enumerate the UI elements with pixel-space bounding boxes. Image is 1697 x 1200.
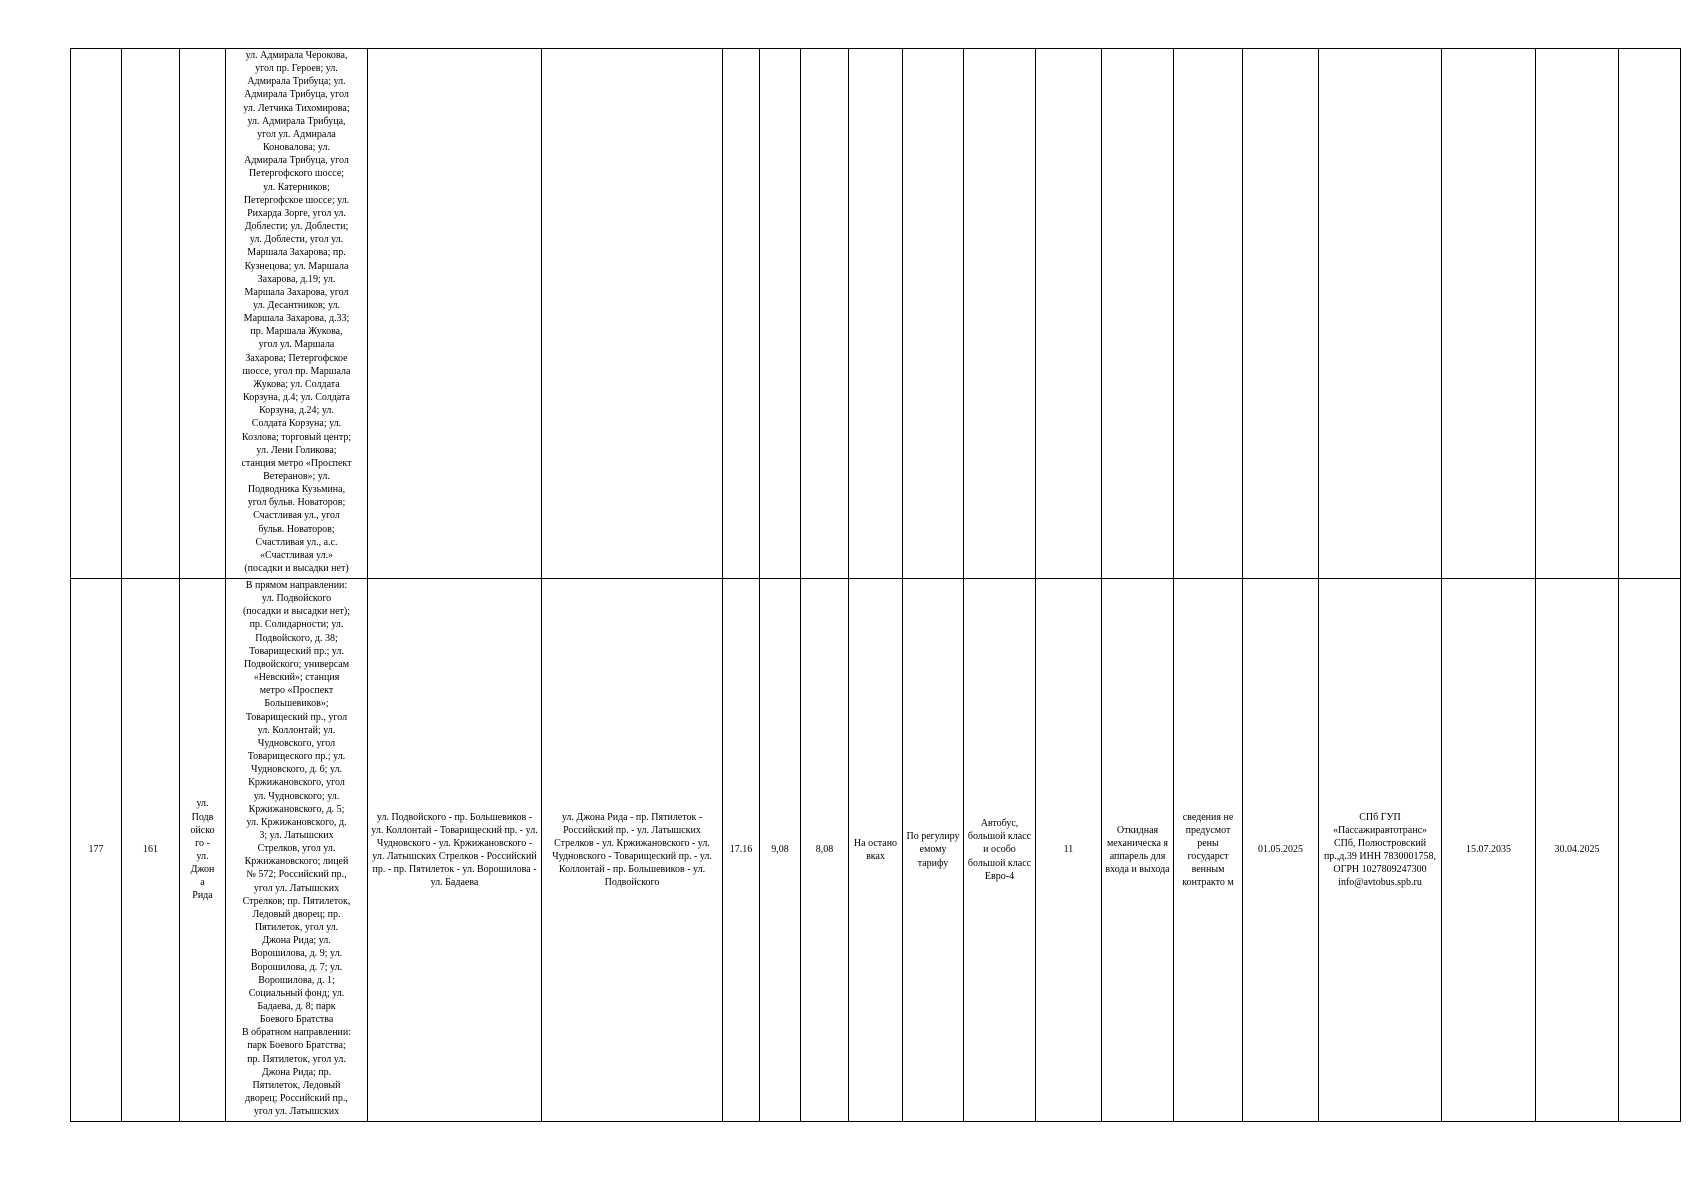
text-line: (посадки и высадки нет): [244, 563, 349, 575]
stops-list: [229, 49, 364, 575]
text-line: ул. Десантников; ул.: [252, 299, 340, 311]
text-line: Рида: [192, 890, 213, 902]
text-line: ул. Адмирала Трибуца,: [247, 115, 346, 127]
text-line: Захарова, д.19; ул.: [257, 273, 336, 285]
cell-length-forward: [723, 49, 760, 579]
cell-route-name: [180, 579, 226, 1122]
cell-stops: [226, 579, 368, 1122]
text-line: ойско: [190, 824, 215, 836]
cell-date-end: [1442, 49, 1536, 579]
text-line: Жукова; ул. Солдата: [253, 378, 340, 390]
table-row: [71, 49, 1681, 579]
text-line: Петергофского шоссе;: [248, 168, 345, 180]
text-line: Ворошилова, д. 9; ул.: [250, 948, 343, 960]
text-line: угол ул. Маршала: [258, 339, 335, 351]
text-line: угол бульв. Новаторов;: [247, 497, 346, 509]
text-line: Бадаева, д. 8; парк: [257, 1001, 336, 1012]
cell-equipment: Откидная механическа я аппарель для входа и выхода: [1102, 579, 1174, 1122]
text-line: Адмирала Трибуца, угол: [244, 89, 349, 101]
text-line: парк Боевого Братства;: [247, 1040, 346, 1052]
text-line: № 572; Российский пр.,: [246, 869, 347, 881]
text-line: Джона Рида; пр.: [261, 1066, 332, 1078]
cell-equipment: [1102, 49, 1174, 579]
text-line: ул. Доблести, угол ул.: [249, 234, 344, 246]
text-line: угол ул. Латышских: [253, 882, 340, 894]
text-line: 3; ул. Латышских: [259, 829, 334, 841]
cell-vehicle-count: [1036, 49, 1102, 579]
text-line: Подв: [191, 811, 214, 823]
text-line: Кржижановского; лицей: [244, 856, 349, 868]
text-line: (посадки и высадки нет);: [242, 606, 351, 618]
text-line: ул. Летчика Тихомирова;: [243, 102, 350, 114]
text-line: Ворошилова, д. 1;: [258, 974, 335, 986]
text-line: Петергофское шоссе; ул.: [243, 194, 350, 206]
cell-date-end: 15.07.2035: [1442, 579, 1536, 1122]
route-name: [182, 797, 223, 902]
text-line: Джона Рида; ул.: [262, 935, 331, 947]
text-line: Счастливая ул., угол: [253, 510, 340, 522]
text-line: Захарова; Петергофское: [245, 352, 348, 364]
text-line: Адмирала Трибуца; ул.: [247, 76, 346, 88]
cell-number: [71, 49, 122, 579]
cell-route-number: 161: [122, 579, 180, 1122]
cell-route-number: [122, 49, 180, 579]
cell-start-date: 01.05.2025: [1243, 579, 1319, 1122]
text-line: пр. Маршала Жукова,: [250, 326, 343, 338]
text-line: Чудновского, угол: [257, 737, 336, 749]
text-line: дворец; Российский пр.,: [245, 1093, 348, 1105]
text-line: Большевиков»;: [264, 698, 329, 710]
cell-length-backward: [760, 49, 801, 579]
cell-carrier: [1319, 49, 1442, 579]
text-line: Чудновского, д. 6; ул.: [250, 764, 343, 776]
text-line: Стрелков; пр. Пятилеток,: [242, 895, 351, 907]
text-line: Кузнецова; ул. Маршала: [244, 260, 349, 272]
text-line: Козлова; торговый центр;: [241, 431, 352, 443]
text-line: ул. Подвойского: [261, 593, 332, 605]
table-row: [71, 579, 1681, 1122]
text-line: Пятилеток, угол ул.: [254, 922, 339, 934]
cell-streets-forward: ул. Подвойского - пр. Большевиков - ул. Коллонтай - Товарищеский пр. - ул. Чудновского - ул. Кржижановского - ул. Латышских Стрелков - Российский пр. - пр. Пятилеток - ул. Ворошилова - ул. Бадаева: [368, 579, 542, 1122]
text-line: Стрелков, угол ул.: [257, 843, 336, 855]
text-line: шоссе, угол пр. Маршала: [242, 365, 351, 377]
text-line: Социальный фонд; ул.: [248, 987, 345, 999]
text-line: ул.: [196, 851, 209, 862]
cell-vehicle: Автобус, большой класс и особо большой класс Евро-4: [964, 579, 1036, 1122]
text-line: Корзуна, д.4; ул. Солдата: [243, 392, 350, 404]
text-line: Подводника Кузьмина,: [247, 484, 346, 496]
text-line: Ветеранов»; ул.: [263, 471, 330, 482]
text-line: Адмирала Трибуца, угол: [244, 155, 349, 167]
cell-streets-backward: ул. Джона Рида - пр. Пятилеток - Российский пр. - ул. Латышских Стрелков - ул. Кржижановского - ул. Чудновского - Товарищеский пр. - ул. Коллонтай - пр. Большевиков - ул. Подвойского: [542, 579, 723, 1122]
text-line: Доблести; ул. Доблести;: [244, 221, 349, 233]
cell-length-forward: 17.16: [723, 579, 760, 1122]
text-line: Коновалова; ул.: [263, 142, 330, 154]
text-line: Пятилеток, Ледовый: [252, 1079, 341, 1091]
cell-stop-order: [849, 49, 903, 579]
cell-number: 177: [71, 579, 122, 1122]
cell-length-total: 8,08: [801, 579, 849, 1122]
stops-list: [229, 579, 364, 1118]
cell-stop-order: На остано вках: [849, 579, 903, 1122]
text-line: Рихарда Зорге, угол ул.: [247, 207, 346, 219]
cell-streets-backward: [542, 49, 723, 579]
text-line: Подвойского, д. 38;: [255, 632, 338, 644]
text-line: ул. Адмирала Черокова,: [245, 50, 348, 61]
text-line: Ледовый дворец; пр.: [252, 908, 341, 920]
text-line: В обратном направлении:: [241, 1027, 352, 1039]
text-line: метро «Проспект: [259, 685, 334, 697]
text-line: Товарищеского пр.; ул.: [247, 751, 346, 763]
cell-carrier: СПб ГУП «Пассажиравтотранс» СПб, Полюстровский пр.,д.39 ИНН 7830001758, ОГРН 1027809247300 info@avtobus.spb.ru: [1319, 579, 1442, 1122]
text-line: Маршала Захарова, угол: [244, 286, 349, 298]
cell-vehicle-count: 11: [1036, 579, 1102, 1122]
text-line: Кржижановского, д. 5;: [248, 803, 345, 815]
text-line: ул. Лени Голикова;: [256, 444, 337, 456]
text-line: ул. Катерников;: [263, 181, 330, 193]
text-line: пр. Солидарности; ул.: [249, 619, 344, 631]
text-line: «Невский»; станция: [253, 672, 340, 684]
route-registry-table: [70, 48, 1681, 1122]
cell-date-change: 30.04.2025: [1536, 579, 1619, 1122]
cell-length-backward: 9,08: [760, 579, 801, 1122]
text-line: бульв. Новаторов;: [258, 523, 335, 535]
text-line: Подвойского; универсам: [243, 658, 350, 670]
text-line: Товарищеский пр.; ул.: [249, 645, 344, 657]
cell-extra: [1619, 49, 1681, 579]
text-line: Кржижановского, угол: [248, 777, 345, 789]
cell-extra: [1619, 579, 1681, 1122]
text-line: ул. Чудновского; ул.: [253, 790, 340, 802]
text-line: а: [200, 877, 205, 889]
cell-date-change: [1536, 49, 1619, 579]
cell-start-date: [1243, 49, 1319, 579]
cell-contract-info: [1174, 49, 1243, 579]
text-line: ул. Кржижановского, д.: [246, 816, 347, 828]
text-line: пр. Пятилеток, угол ул.: [247, 1053, 346, 1065]
text-line: угол пр. Героев; ул.: [255, 63, 338, 75]
text-line: угол ул. Адмирала: [257, 128, 336, 140]
text-line: Солдата Корзуна; ул.: [251, 418, 342, 430]
text-line: станция метро «Проспект: [241, 457, 352, 469]
text-line: ул.: [196, 798, 209, 810]
text-line: Маршала Захарова; пр.: [247, 247, 346, 259]
cell-streets-forward: [368, 49, 542, 579]
text-line: Ворошилова, д. 7; ул.: [250, 961, 343, 973]
cell-tariff: [903, 49, 964, 579]
text-line: Счастливая ул., а.с.: [255, 536, 338, 548]
cell-vehicle: [964, 49, 1036, 579]
cell-contract-info: сведения не предусмот рены государст венным контракто м: [1174, 579, 1243, 1122]
cell-length-total: [801, 49, 849, 579]
text-line: Джон: [190, 864, 215, 876]
text-line: Корзуна, д.24; ул.: [259, 405, 334, 417]
cell-stops: [226, 49, 368, 579]
text-line: го -: [195, 837, 210, 849]
text-line: «Счастливая ул.»: [259, 549, 334, 561]
text-line: Маршала Захарова, д.33;: [243, 313, 350, 325]
text-line: Товарищеский пр., угол: [245, 711, 348, 723]
cell-route-name: [180, 49, 226, 579]
text-line: В прямом направлении:: [245, 580, 348, 591]
text-line: угол ул. Латышских: [253, 1106, 340, 1118]
text-line: Боевого Братства: [259, 1014, 334, 1026]
cell-tariff: По регулиру емому тарифу: [903, 579, 964, 1122]
text-line: ул. Коллонтай; ул.: [257, 724, 336, 736]
